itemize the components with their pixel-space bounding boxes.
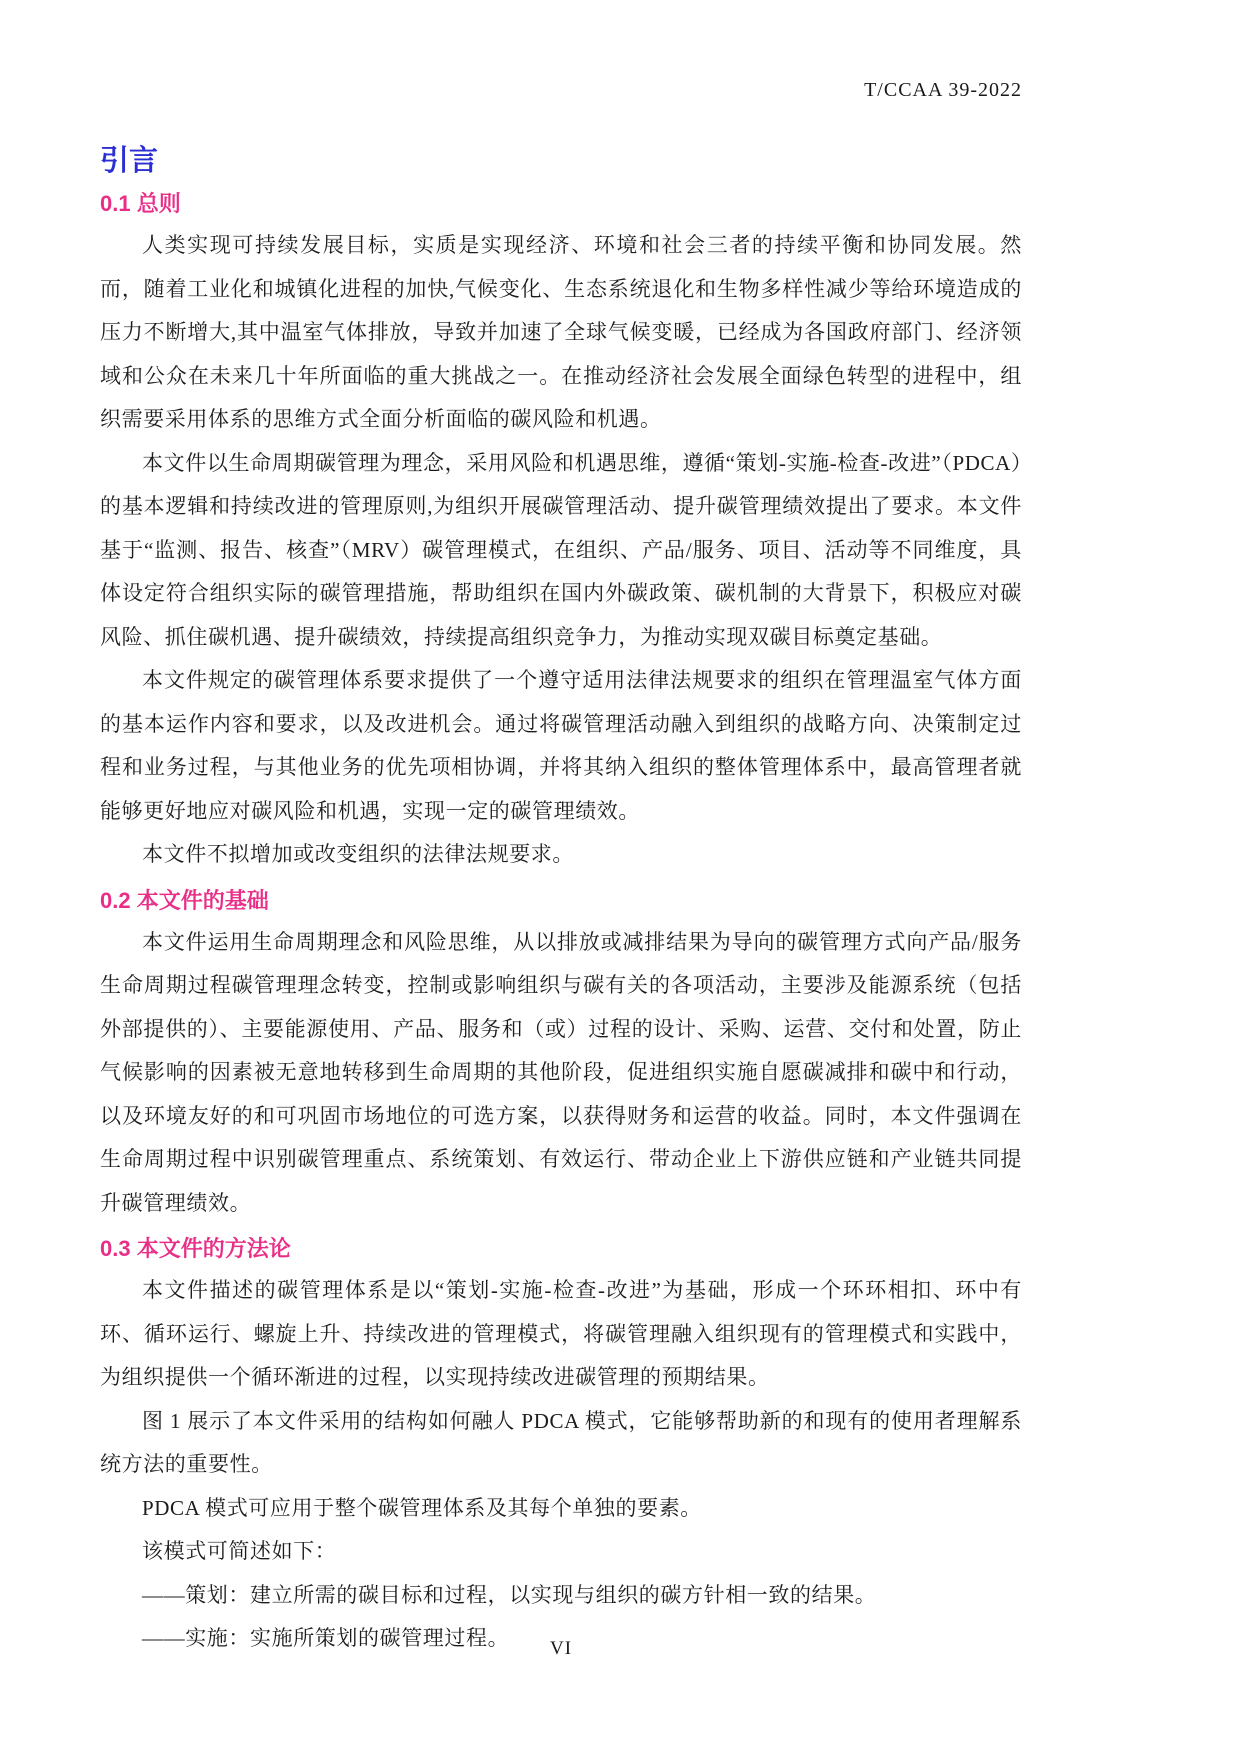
paragraph: 本文件描述的碳管理体系是以“策划-实施-检查-改进”为基础，形成一个环环相扣、环中有环、循环运行、螺旋上升、持续改进的管理模式，将碳管理融入组织现有的管理模式和实践中，为组织提供一个循环渐进的过程，以实现持续改进碳管理的预期结果。	[100, 1278, 1022, 1389]
page-number: VI	[549, 1638, 573, 1659]
paragraph: PDCA 模式可应用于整个碳管理体系及其每个单独的要素。	[142, 1495, 702, 1520]
page-content	[100, 0, 1022, 1661]
doc-number: T/CCAA 39-2022	[864, 79, 1022, 101]
paragraph: 本文件以生命周期碳管理为理念，采用风险和机遇思维，遵循“策划-实施-检查-改进”（PDCA）的基本逻辑和持续改进的管理原则,为组织开展碳管理活动、提升碳管理绩效提出了要求。本文件基于“监测、报告、核查”（MRV）碳管理模式，在组织、产品/服务、项目、活动等不同维度，具体设定符合组织实际的碳管理措施，帮助组织在国内外碳政策、碳机制的大背景下，积极应对碳风险、抓住碳机遇、提升碳绩效，持续提高组织竞争力，为推动实现双碳目标奠定基础。	[100, 450, 1022, 649]
doc-title: 引言	[100, 145, 159, 177]
section-heading-0-3: 0.3 本文件的方法论	[100, 1236, 291, 1261]
paragraph: ——实施：实施所策划的碳管理过程。	[142, 1626, 510, 1650]
paragraph: ——策划：建立所需的碳目标和过程，以实现与组织的碳方针相一致的结果。	[142, 1582, 877, 1607]
paragraph: 本文件运用生命周期理念和风险思维，从以排放或减排结果为导向的碳管理方式向产品/服务生命周期过程碳管理理念转变，控制或影响组织与碳有关的各项活动，主要涉及能源系统（包括外部提供的）、主要能源使用、产品、服务和（或）过程的设计、采购、运营、交付和处置，防止气候影响的因素被无意地转移到生命周期的其他阶段，促进组织实施自愿碳减排和碳中和行动，以及环境友好的和可巩固市场地位的可选方案，以获得财务和运营的收益。同时，本文件强调在生命周期过程中识别碳管理重点、系统策划、有效运行、带动企业上下游供应链和产业链共同提升碳管理绩效。	[100, 929, 1022, 1215]
section-heading-0-2: 0.2 本文件的基础	[100, 887, 269, 913]
section-heading-0-1: 0.1 总则	[100, 191, 181, 216]
paragraph: 人类实现可持续发展目标，实质是实现经济、环境和社会三者的持续平衡和协同发展。然而，随着工业化和城镇化进程的加快,气候变化、生态系统退化和生物多样性减少等给环境造成的压力不断增大,其中温室气体排放，导致并加速了全球气候变暖，已经成为各国政府部门、经济领域和公众在未来几十年所面临的重大挑战之一。在推动经济社会发展全面绿色转型的进程中，组织需要采用体系的思维方式全面分析面临的碳风险和机遇。	[100, 233, 1022, 431]
paragraph: 图 1 展示了本文件采用的结构如何融人 PDCA 模式，它能够帮助新的和现有的使用者理解系统方法的重要性。	[100, 1408, 1022, 1476]
paragraph: 本文件不拟增加或改变组织的法律法规要求。	[142, 842, 574, 866]
paragraph: 本文件规定的碳管理体系要求提供了一个遵守适用法律法规要求的组织在管理温室气体方面的基本运作内容和要求，以及改进机会。通过将碳管理活动融入到组织的战略方向、决策制定过程和业务过程，与其他业务的优先项相协调，并将其纳入组织的整体管理体系中，最高管理者就能够更好地应对碳风险和机遇，实现一定的碳管理绩效。	[100, 668, 1022, 823]
paragraph: 该模式可简述如下：	[142, 1539, 337, 1563]
